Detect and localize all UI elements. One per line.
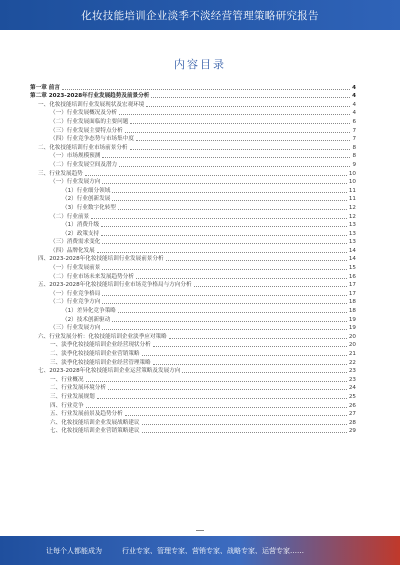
toc-entry[interactable] — [30, 391, 356, 400]
toc-entry[interactable] — [30, 357, 356, 366]
toc-page-number: 26 — [348, 402, 356, 409]
dot-leader — [91, 217, 347, 219]
toc-entry[interactable] — [30, 116, 356, 125]
dot-leader — [153, 345, 347, 347]
toc-entry-text: 第二章 2023-2028年行业发展趋势及前景分析 — [30, 93, 150, 100]
toc-page-number: 13 — [348, 230, 356, 237]
toc-entry[interactable] — [30, 177, 356, 186]
toc-page-number: 4 — [352, 93, 356, 100]
toc-page-number: 12 — [348, 213, 356, 220]
toc-entry-text: （二）行业竞争方向 — [50, 299, 101, 306]
toc-page-number: 13 — [348, 222, 356, 229]
toc-page-number: 25 — [348, 393, 356, 400]
dot-leader — [182, 371, 347, 373]
dot-leader — [101, 234, 347, 236]
toc-entry-text: （2）行业创新发展 — [62, 196, 111, 203]
toc-entry-text: （一）行业发展方向 — [50, 179, 101, 186]
toc-entry[interactable] — [30, 237, 356, 246]
toc-page-number: 21 — [348, 351, 356, 357]
toc-entry-text: （一）行业发展前景 — [50, 265, 101, 272]
dot-leader — [125, 131, 351, 133]
toc-entry[interactable] — [30, 383, 356, 392]
toc-entry[interactable] — [30, 108, 356, 117]
dot-leader — [136, 277, 347, 279]
page-footer — [0, 536, 400, 565]
toc-entry-text: （3）行业数字化转型 — [62, 204, 116, 211]
toc-entry-text: （1）行业细分领域 — [62, 187, 111, 194]
toc-entry-text: （三）消费需求变化 — [50, 239, 101, 246]
page-header — [0, 0, 400, 30]
toc-entry[interactable] — [30, 228, 356, 237]
toc-page-number: 7 — [352, 127, 356, 134]
toc-entry[interactable] — [30, 194, 356, 203]
dot-leader — [97, 397, 347, 399]
dot-leader — [169, 337, 347, 339]
toc-page-number: 11 — [348, 196, 356, 203]
toc-entry[interactable] — [30, 254, 356, 263]
toc-entry[interactable] — [30, 211, 356, 220]
toc-entry-text: （四）行业竞争态势与市场集中度 — [50, 136, 134, 143]
dot-leader — [119, 165, 350, 167]
toc-entry-text: 四、2023-2028年化妆技能培训行业发展前景分析 — [38, 256, 164, 263]
toc-page-number: 9 — [352, 161, 356, 168]
toc-entry[interactable] — [30, 323, 356, 332]
toc-entry-text: 七、化妆技能培训企业营销策略建议 — [50, 428, 140, 435]
toc-entry-text: 二、化妆技能培训行业市场前景分析 — [38, 144, 128, 151]
toc-entry[interactable] — [30, 314, 356, 323]
toc-entry-text: （一）行业竞争格局 — [50, 290, 101, 297]
toc-entry[interactable] — [30, 245, 356, 254]
toc-page-number: 24 — [348, 385, 356, 392]
dot-leader — [118, 311, 347, 313]
toc-entry-text: 一、行业概况 — [50, 376, 84, 383]
toc-entry-text: 第一章 前言 — [30, 84, 60, 91]
dot-leader — [166, 259, 347, 261]
toc-page-number: 8 — [352, 144, 356, 151]
toc-page-number: 8 — [352, 153, 356, 160]
dot-leader — [102, 268, 347, 270]
toc-entry-text: 三、行业发展趋势 — [38, 170, 83, 177]
dot-leader — [142, 354, 347, 356]
toc-entry-text: （二）行业发展空间及潜力 — [50, 161, 118, 168]
toc-entry[interactable] — [30, 331, 356, 340]
toc-page-number: 11 — [348, 187, 356, 194]
toc-page-number: 4 — [352, 84, 356, 91]
toc-entry[interactable] — [30, 262, 356, 271]
toc-entry[interactable] — [30, 400, 356, 409]
toc-entry[interactable] — [30, 409, 356, 418]
toc-entry-text: 三、行业发展规划 — [50, 393, 95, 400]
dot-leader — [146, 105, 350, 107]
table-of-contents — [30, 82, 356, 434]
dot-leader — [112, 199, 347, 201]
dot-leader — [142, 431, 347, 433]
toc-entry-text: 七、2023-2028年化妆技能培训企业运营策略及发展方向 — [38, 368, 181, 375]
toc-entry[interactable] — [30, 159, 356, 168]
toc-page-number: 28 — [348, 419, 356, 426]
toc-entry[interactable] — [30, 340, 356, 349]
page-divider — [196, 530, 204, 533]
toc-entry[interactable] — [30, 288, 356, 297]
toc-page-number: 17 — [348, 282, 356, 289]
toc-entry[interactable] — [30, 366, 356, 375]
dot-leader — [102, 294, 347, 296]
dot-leader — [108, 388, 347, 390]
toc-page-number: 14 — [348, 256, 356, 263]
toc-entry-text: （1）消费升级 — [62, 222, 100, 229]
toc-entry[interactable] — [30, 297, 356, 306]
toc-page-number: 4 — [352, 110, 356, 117]
toc-entry[interactable] — [30, 185, 356, 194]
toc-entry[interactable] — [30, 125, 356, 134]
dot-leader — [142, 423, 347, 425]
toc-entry-text: 五、2023-2028年化妆技能培训行业市场竞争格局与方向分析 — [38, 282, 192, 289]
toc-page-number: 14 — [348, 247, 356, 254]
toc-page-number: 13 — [348, 239, 356, 246]
toc-entry[interactable] — [30, 417, 356, 426]
dot-leader — [102, 328, 347, 330]
footer-slogan: 让每个人都能成为 — [46, 546, 102, 555]
toc-entry-text: （二）行业市场未来发展趋势分析 — [50, 273, 134, 280]
toc-entry-text: 三、淡季化妆技能培训企业经营管理策略 — [50, 359, 151, 366]
dot-leader — [97, 251, 347, 253]
dot-leader — [112, 191, 347, 193]
dot-leader — [86, 380, 347, 382]
toc-entry-text: 一、化妆技能培训行业发展现状及宏观环境 — [38, 101, 145, 108]
toc-page-number: 19 — [348, 316, 356, 323]
toc-entry-text: 二、淡季化妆技能培训企业营销策略 — [50, 351, 140, 357]
toc-entry[interactable] — [30, 374, 356, 383]
dot-leader — [102, 302, 347, 304]
toc-entry[interactable] — [30, 151, 356, 160]
dot-leader — [102, 182, 347, 184]
toc-entry-text: 一、淡季化妆技能培训企业经营现状分析 — [50, 342, 151, 349]
toc-entry[interactable] — [30, 134, 356, 143]
toc-page-number: 4 — [352, 101, 356, 108]
toc-entry[interactable] — [30, 168, 356, 177]
dot-leader — [130, 122, 350, 124]
toc-page-number: 18 — [348, 308, 356, 315]
toc-page-number: 6 — [352, 118, 356, 125]
toc-entry-text: （一）市场规模预测 — [50, 153, 101, 160]
footer-roles: 行业专家、管理专家、营销专家、战略专家、运营专家…… — [122, 546, 304, 555]
dot-leader — [153, 363, 347, 365]
toc-page-number: 10 — [348, 170, 356, 177]
toc-page-number: 22 — [348, 359, 356, 366]
toc-entry-text: 二、行业发展环境分析 — [50, 385, 106, 392]
dot-leader — [130, 148, 351, 150]
dot-leader — [102, 156, 350, 158]
toc-entry-text: （三）行业发展主要特点分析 — [50, 127, 123, 134]
toc-heading: 内容目录 — [174, 58, 226, 71]
dot-leader — [119, 113, 350, 115]
dot-leader — [86, 406, 347, 408]
dot-leader — [62, 88, 350, 90]
dot-leader — [112, 320, 347, 322]
toc-page-number: 23 — [348, 376, 356, 383]
toc-entry-text: （1）差异化竞争策略 — [62, 308, 116, 315]
toc-page-number: 7 — [352, 136, 356, 143]
dot-leader — [125, 414, 347, 416]
dot-leader — [102, 242, 347, 244]
toc-entry-text: 四、行业竞争 — [50, 402, 84, 409]
toc-page-number: 15 — [348, 265, 356, 272]
toc-entry-text: （四）品牌化发展 — [50, 247, 95, 254]
toc-entry[interactable] — [30, 99, 356, 108]
toc-entry-text: 五、行业发展前景及趋势分析 — [50, 411, 123, 418]
toc-page-number: 12 — [348, 204, 356, 211]
dot-leader — [85, 174, 347, 176]
toc-entry-text: （一）行业发展概况及分析 — [50, 110, 118, 117]
toc-entry[interactable] — [30, 426, 356, 435]
toc-page-number: 27 — [348, 411, 356, 418]
toc-entry-text: （二）行业前景 — [50, 213, 90, 220]
toc-page-number: 29 — [348, 428, 356, 435]
toc-page-number: 10 — [348, 179, 356, 186]
toc-entry[interactable] — [30, 202, 356, 211]
toc-entry[interactable] — [30, 280, 356, 289]
toc-page-number: 16 — [348, 273, 356, 280]
toc-entry[interactable] — [30, 91, 356, 100]
toc-entry[interactable] — [30, 82, 356, 91]
dot-leader — [194, 285, 347, 287]
dot-leader — [118, 208, 347, 210]
toc-entry[interactable] — [30, 305, 356, 314]
toc-entry-text: （三）行业发展方向 — [50, 325, 101, 332]
toc-entry-text: 六、行业发展分析：化妆技能培训企业淡季应对策略 — [38, 333, 167, 340]
toc-entry-text: （2）技术创新驱动 — [62, 316, 111, 323]
toc-page-number: 20 — [348, 333, 356, 340]
toc-page-number: 19 — [348, 325, 356, 332]
toc-page-number: 17 — [348, 290, 356, 297]
dot-leader — [136, 139, 351, 141]
dot-leader — [151, 96, 350, 98]
toc-entry[interactable] — [30, 348, 356, 357]
toc-page-number: 18 — [348, 299, 356, 306]
toc-entry[interactable] — [30, 142, 356, 151]
toc-entry-text: （二）行业发展面临的主要问题 — [50, 118, 129, 125]
toc-entry-text: （2）政策支持 — [62, 230, 100, 237]
toc-page-number: 23 — [348, 368, 356, 375]
toc-entry[interactable] — [30, 271, 356, 280]
toc-page-number: 20 — [348, 342, 356, 349]
toc-entry[interactable] — [30, 220, 356, 229]
report-title: 化妆技能培训企业淡季不淡经营管理策略研究报告 — [81, 9, 319, 22]
dot-leader — [101, 225, 347, 227]
toc-entry-text: 六、化妆技能培训企业发展战略建议 — [50, 419, 140, 426]
